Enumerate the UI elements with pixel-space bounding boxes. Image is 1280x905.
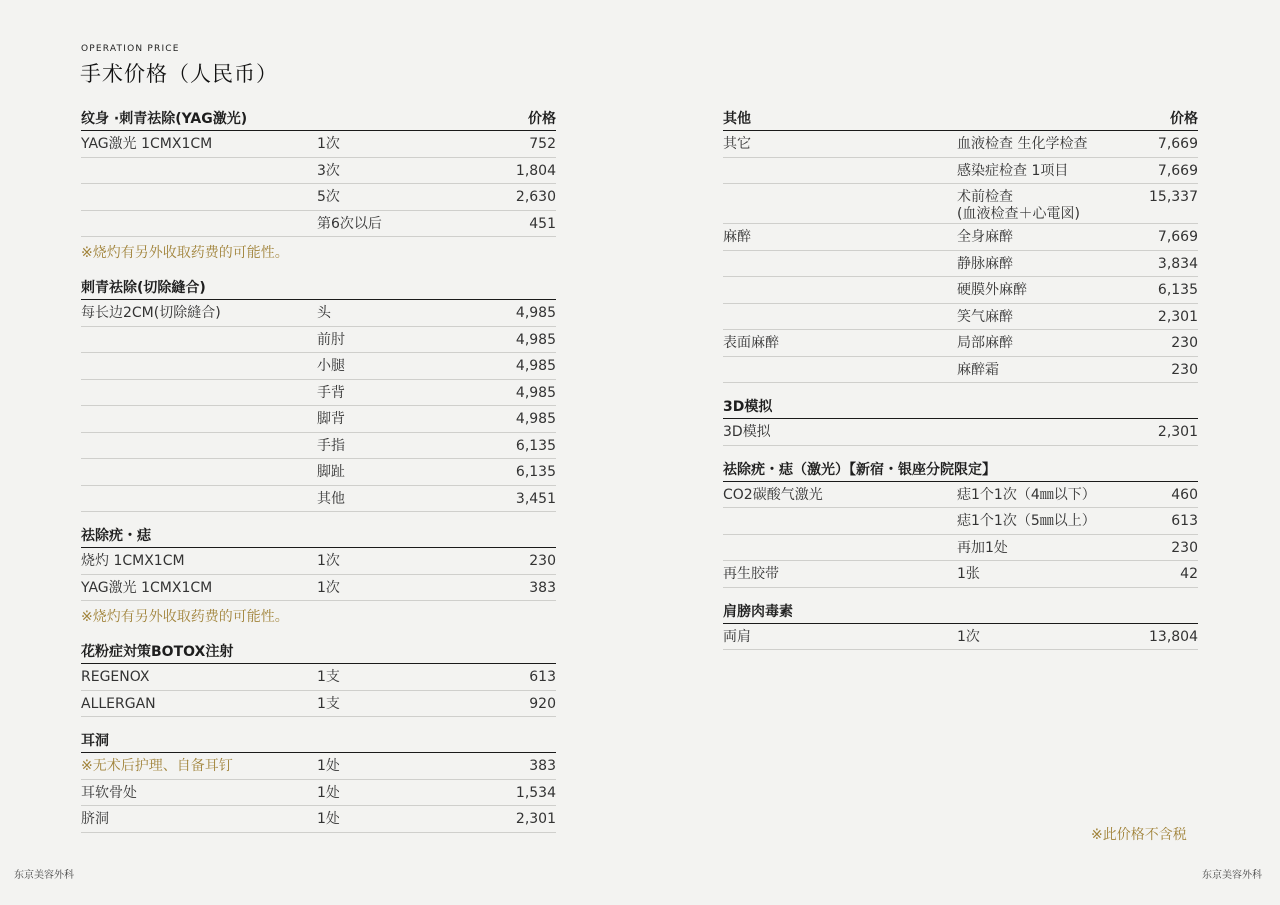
price-column-header: 价格 [528, 111, 556, 127]
price-column-header: 价格 [1170, 111, 1198, 127]
item-price: 230 [1171, 361, 1198, 378]
item-detail [317, 811, 516, 828]
item-detail [317, 553, 529, 570]
item-detail [957, 335, 1171, 352]
item-detail [317, 385, 516, 402]
item-detail [317, 438, 516, 455]
item-price: 613 [1171, 513, 1198, 529]
price-row [723, 277, 1198, 304]
item-price: 4,985 [515, 358, 556, 374]
price-row [81, 406, 556, 433]
item-detail-line: 前肘 [317, 331, 345, 348]
item-name: ALLERGAN [81, 695, 156, 712]
item-price: 4,985 [515, 305, 556, 321]
section-title: 刺青祛除(切除縫合) [81, 280, 206, 296]
item-detail-line: 1张 [957, 566, 980, 582]
item-name: 烧灼 1CMX1CM [81, 553, 185, 569]
item-detail-line: 1次 [317, 553, 340, 569]
item-name: 両肩 [723, 628, 751, 645]
item-detail [957, 566, 1180, 583]
page-eyebrow: OPERATION PRICE [81, 44, 180, 54]
item-detail-line: 1次 [317, 136, 340, 152]
item-price: 2,301 [1157, 308, 1198, 325]
price-row [81, 691, 556, 718]
price-row [723, 624, 1198, 651]
item-name: 脐洞 [81, 811, 109, 827]
item-name: REGENOX [81, 669, 150, 685]
item-detail-line: 5次 [317, 189, 340, 205]
section-header [723, 396, 1198, 419]
item-price: 383 [529, 758, 556, 774]
item-detail-line: 脚背 [317, 411, 345, 427]
item-price: 460 [1171, 486, 1198, 503]
item-detail [317, 785, 516, 802]
item-detail-line: 局部麻醉 [957, 335, 1013, 351]
item-price: 6,135 [515, 437, 556, 454]
section-piercing [81, 730, 556, 833]
item-detail [317, 669, 529, 686]
item-price: 15,337 [1149, 189, 1198, 205]
section-3d-sim [723, 396, 1198, 446]
item-name: YAG激光 1CMX1CM [81, 136, 213, 152]
price-row [723, 131, 1198, 158]
item-detail [317, 163, 516, 180]
price-row [81, 575, 556, 602]
item-name: 耳软骨处 [81, 784, 137, 801]
item-detail [957, 256, 1158, 273]
section-header [723, 459, 1198, 482]
item-detail-line: 脚趾 [317, 464, 345, 480]
price-row [81, 780, 556, 807]
price-row [81, 184, 556, 211]
price-row [723, 224, 1198, 251]
item-detail-line: 血液检查 生化学检查 [957, 136, 1088, 152]
item-detail-line: 3次 [317, 162, 340, 179]
item-detail-line: 全身麻醉 [957, 229, 1013, 245]
section-title: 纹身 ·刺青祛除(YAG激光) [81, 111, 248, 127]
item-detail-line: 其他 [317, 490, 345, 507]
item-detail [317, 464, 516, 481]
left-column [81, 108, 556, 846]
item-detail [317, 491, 516, 508]
item-detail-line: 痣1个1次（5㎜以上） [957, 513, 1096, 529]
item-price: 752 [529, 136, 556, 152]
price-row [81, 486, 556, 513]
section-title: 3D模拟 [723, 399, 773, 415]
item-name: 每长边2CM(切除縫合) [81, 305, 221, 321]
section-title: 肩膀肉毒素 [723, 603, 793, 620]
item-detail [957, 362, 1171, 379]
item-detail [957, 309, 1158, 326]
item-detail [317, 696, 529, 713]
item-price: 42 [1180, 566, 1198, 582]
footer-brand-left: 东京美容外科 [14, 870, 74, 881]
section-tattoo-yag [81, 108, 556, 264]
item-detail-line: 手指 [317, 437, 345, 454]
item-name: CO2碳酸气激光 [723, 486, 823, 503]
item-detail [957, 629, 1149, 646]
price-row [723, 561, 1198, 588]
footer-brand-right: 东京美容外科 [1202, 870, 1262, 881]
price-row [81, 548, 556, 575]
item-price: 613 [529, 669, 556, 685]
page-title: 手术价格（人民币） [80, 62, 278, 86]
item-price: 230 [529, 553, 556, 569]
section-tattoo-excision [81, 277, 556, 512]
price-row [81, 459, 556, 486]
price-row [723, 357, 1198, 384]
item-price: 2,301 [1157, 424, 1198, 440]
item-price: 230 [1171, 335, 1198, 351]
item-detail-line: 笑气麻醉 [957, 308, 1013, 325]
section-note: ※烧灼有另外收取药费的可能性。 [81, 245, 289, 261]
price-row [81, 806, 556, 833]
section-header [81, 641, 556, 664]
price-row [81, 380, 556, 407]
item-detail-line: 硬膜外麻醉 [957, 282, 1027, 298]
item-detail-line: 再加1处 [957, 539, 1008, 556]
item-detail-line: 1处 [317, 758, 340, 774]
item-price: 7,669 [1157, 136, 1198, 152]
item-price: 4,985 [515, 331, 556, 348]
price-row [81, 433, 556, 460]
item-detail [317, 411, 516, 428]
item-detail-line: 1次 [957, 628, 980, 645]
price-row [723, 482, 1198, 509]
section-note: ※烧灼有另外收取药费的可能性。 [81, 609, 289, 625]
item-detail [317, 189, 516, 206]
item-price: 7,669 [1157, 162, 1198, 179]
item-price: 230 [1171, 539, 1198, 556]
price-row [723, 419, 1198, 446]
item-price: 1,534 [515, 784, 556, 801]
item-detail-line: 静脉麻醉 [957, 255, 1013, 272]
item-name: 表面麻醉 [723, 335, 779, 351]
price-row [81, 353, 556, 380]
item-price: 2,301 [515, 811, 556, 827]
item-name: YAG激光 1CMX1CM [81, 579, 213, 596]
price-row [81, 211, 556, 238]
price-row [723, 304, 1198, 331]
item-name: 再生胶带 [723, 566, 779, 582]
section-shoulder [723, 601, 1198, 651]
item-detail-line: 手背 [317, 384, 345, 401]
item-detail-line: 感染症检查 1项目 [957, 162, 1069, 179]
item-price: 6,135 [1157, 282, 1198, 298]
item-price: 2,630 [515, 189, 556, 205]
price-row [723, 158, 1198, 185]
section-header [723, 601, 1198, 624]
item-detail [957, 513, 1171, 530]
item-name: ※无术后护理、自备耳钉 [81, 758, 233, 774]
item-detail [957, 136, 1158, 153]
item-price: 7,669 [1157, 229, 1198, 245]
item-price: 13,804 [1149, 628, 1198, 645]
section-title: 祛除疣・痣（激光）【新宿・银座分院限定】 [723, 461, 996, 478]
item-detail-line: 麻醉霜 [957, 361, 999, 378]
price-row [81, 327, 556, 354]
price-row [81, 753, 556, 780]
section-title: 其他 [723, 111, 751, 127]
item-detail [957, 229, 1158, 246]
item-price: 383 [529, 579, 556, 596]
item-detail [317, 580, 529, 597]
item-detail [317, 358, 516, 375]
section-header [81, 108, 556, 131]
section-other [723, 108, 1198, 383]
item-price: 4,985 [515, 411, 556, 427]
section-title: 祛除疣・痣 [81, 528, 151, 544]
price-row [81, 158, 556, 185]
item-detail-line-2: (血液检查＋心電図) [957, 206, 1080, 222]
item-detail-line: 1支 [317, 669, 340, 685]
tax-note: ※此价格不含税 [1091, 827, 1187, 843]
item-detail [317, 136, 529, 153]
item-price: 3,451 [515, 490, 556, 507]
item-detail-line: 术前检查 [957, 189, 1013, 205]
item-price: 3,834 [1157, 255, 1198, 272]
price-row [723, 251, 1198, 278]
item-detail [957, 487, 1171, 504]
item-detail [957, 163, 1158, 180]
section-header [81, 730, 556, 753]
item-detail-line: 1支 [317, 695, 340, 712]
section-title: 耳洞 [81, 733, 109, 749]
item-price: 6,135 [515, 464, 556, 480]
section-header [81, 525, 556, 548]
price-row [81, 664, 556, 691]
item-detail-line: 1处 [317, 811, 340, 827]
item-detail-line: 头 [317, 305, 331, 321]
item-detail [317, 332, 516, 349]
price-row [723, 508, 1198, 535]
item-detail-line: 第6次以后 [317, 215, 382, 232]
price-row [723, 184, 1198, 224]
item-detail [317, 305, 516, 322]
price-row [723, 330, 1198, 357]
section-header [723, 108, 1198, 131]
price-row [81, 131, 556, 158]
section-botox [81, 641, 556, 717]
item-detail-line: 1处 [317, 784, 340, 801]
item-detail [957, 282, 1158, 299]
item-price: 920 [529, 695, 556, 712]
price-row [723, 535, 1198, 562]
price-row [81, 300, 556, 327]
item-name: 麻醉 [723, 229, 751, 245]
item-detail-line: 小腿 [317, 358, 345, 374]
right-column [723, 108, 1198, 663]
item-price: 4,985 [515, 384, 556, 401]
item-name: 3D模拟 [723, 424, 771, 440]
section-laser [723, 459, 1198, 588]
section-wart-mole [81, 525, 556, 628]
item-detail-line: 1次 [317, 579, 340, 596]
section-header [81, 277, 556, 300]
item-price: 1,804 [515, 162, 556, 179]
item-detail [317, 216, 529, 233]
item-detail [957, 189, 1149, 223]
item-price: 451 [529, 215, 556, 232]
item-detail-line: 痣1个1次（4㎜以下） [957, 486, 1096, 503]
item-detail [317, 758, 529, 775]
item-detail [957, 540, 1171, 557]
section-title: 花粉症対策BOTOX注射 [81, 644, 234, 660]
item-name: 其它 [723, 136, 751, 152]
